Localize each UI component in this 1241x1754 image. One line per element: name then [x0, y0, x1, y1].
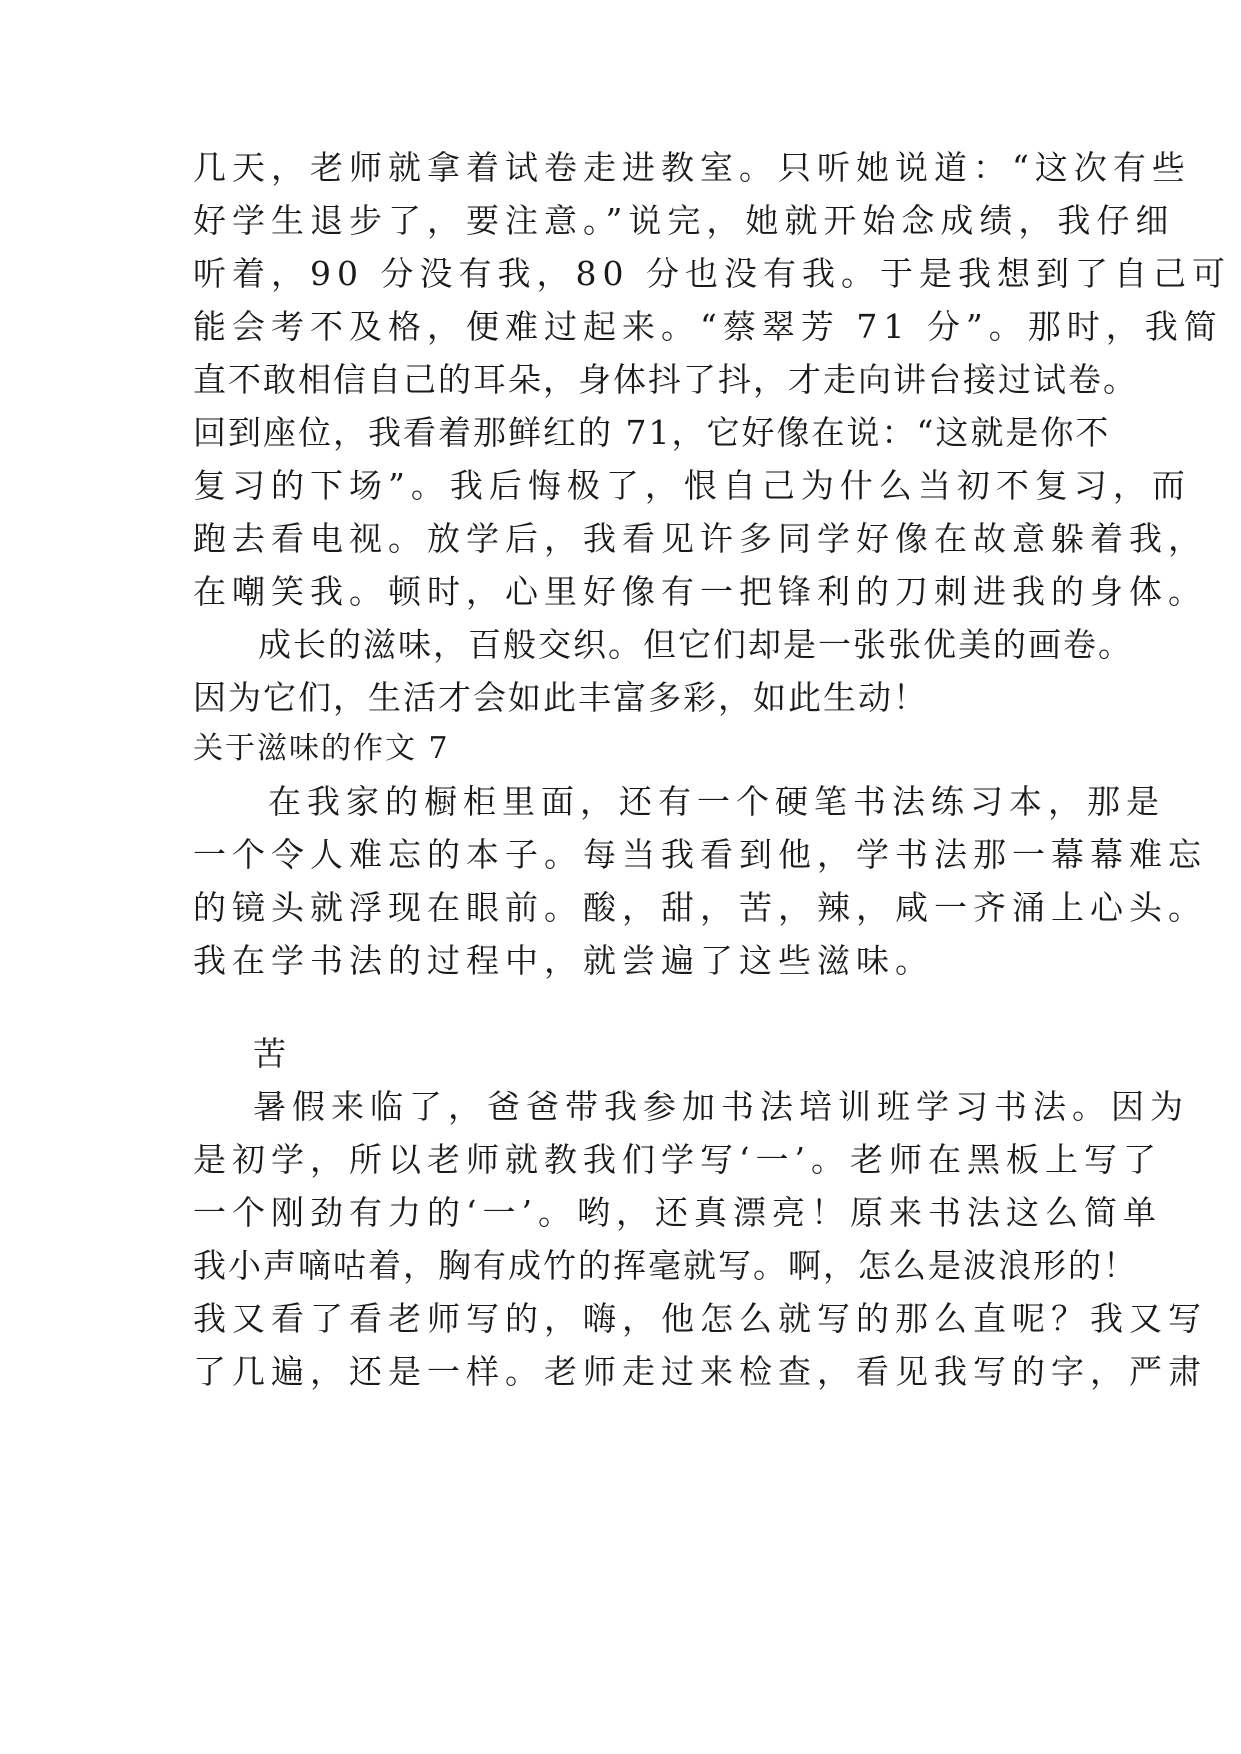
- paragraph-first-line: 暑假来临了，爸爸带我参加书法培训班学习书法。因为: [253, 1087, 1189, 1126]
- paragraph-first-line: 成长的滋味，百般交织。但它们却是一张张优美的画卷。: [258, 625, 1133, 664]
- text-line: 好学生退步了，要注意。”说完，她就开始念成绩，我仔细: [193, 201, 1175, 240]
- text-line: 因为它们，生活才会如此丰富多彩，如此生动！: [193, 678, 928, 717]
- text-line: 复习的下场”。我后悔极了，恨自己为什么当初不复习，而: [193, 466, 1191, 505]
- text-line: 直不敢相信自己的耳朵，身体抖了抖，才走向讲台接过试卷。: [193, 360, 1138, 399]
- text-line: 我在学书法的过程中，就尝遍了这些滋味。: [193, 941, 934, 980]
- text-line: 我又看了看老师写的，嗨，他怎么就写的那么直呢？我又写: [193, 1299, 1207, 1338]
- section-heading: 关于滋味的作文 7: [193, 731, 450, 766]
- text-line: 是初学，所以老师就教我们学写‘一’。老师在黑板上写了: [193, 1140, 1162, 1179]
- text-line: 了几遍，还是一样。老师走过来检查，看见我写的字，严肃: [193, 1352, 1207, 1391]
- subheading: 苦: [253, 1034, 292, 1073]
- text-line: 跑去看电视。放学后，我看见许多同学好像在故意躲着我，: [193, 519, 1207, 558]
- paragraph-first-line: 在我家的橱柜里面，还有一个硬笔书法练习本，那是: [268, 782, 1165, 821]
- text-line: 我小声嘀咕着，胸有成竹的挥毫就写。啊，怎么是波浪形的！: [193, 1246, 1138, 1285]
- text-line: 在嘲笑我。顿时，心里好像有一把锋利的刀刺进我的身体。: [193, 572, 1207, 611]
- text-line: 一个令人难忘的本子。每当我看到他，学书法那一幕幕难忘: [193, 835, 1207, 874]
- text-line: 的镜头就浮现在眼前。酸，甜，苦，辣，咸一齐涌上心头。: [193, 888, 1207, 927]
- text-line: 听着，90 分没有我，80 分也没有我。于是我想到了自己可: [193, 254, 1231, 293]
- text-line: 几天，老师就拿着试卷走进教室。只听她说道：“这次有些: [193, 148, 1191, 187]
- text-line: 能会考不及格，便难过起来。“蔡翠芳 71 分”。那时，我简: [193, 307, 1223, 346]
- text-line: 回到座位，我看着那鲜红的 71，它好像在说：“这就是你不: [193, 413, 1111, 452]
- text-line: 一个刚劲有力的‘一’。哟，还真漂亮！原来书法这么简单: [193, 1193, 1162, 1232]
